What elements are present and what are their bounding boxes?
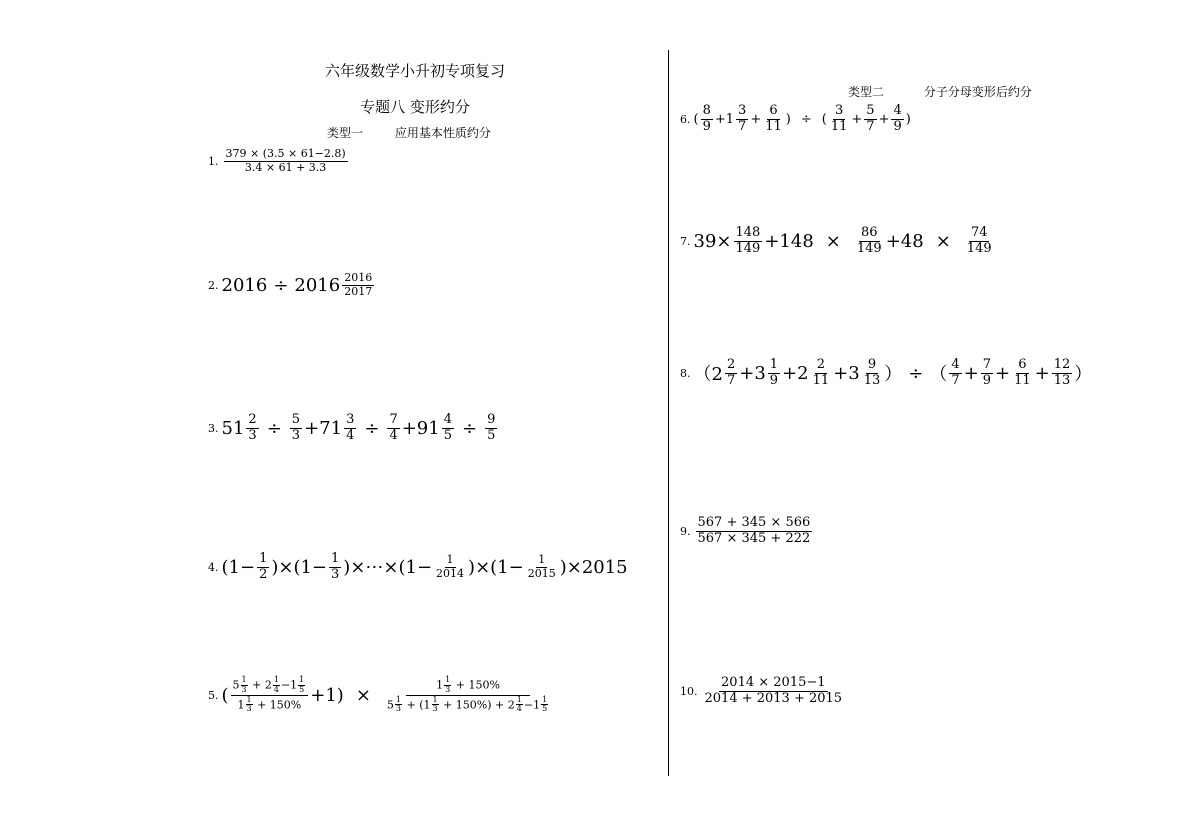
problem-8: 8. （2 $\frac{2}{7}$ +3 $\frac{1}{9}$ +2 $\frac{2}{11}$ +3 $\frac{9}{13}$ ） ÷ （ $\frac{4}{7}$ + $\frac{7}{9}$ + $\frac{6}{11}$ + $\frac{12}{13}$ ） bbox=[680, 357, 1093, 388]
type-1-desc: 应用基本性质约分 bbox=[394, 126, 491, 140]
section-type-2 bbox=[848, 83, 1032, 100]
problem-7: 7. 39× $\frac{148}{149}$ +148 × $\frac{86}{149}$ +48 × $\frac{74}{149}$ bbox=[680, 225, 992, 256]
problem-9: 9. $\frac{567 + 345 \times 566}{567 \times 345 + 222}$ bbox=[680, 515, 811, 546]
problem-5: 5. ( 5 $\frac{1}{3}$ + 2 $\frac{1}{4}$ −1 $\frac{1}{5}$ 1 $\frac{1}{3}$ + 150% +1) × 1 $\frac{1}{3}$ + 150% 5 $\frac{1}{3}$ + (1 $\frac{1}{3}$ + 150%) + 2 $\frac{1}{4}$ −1 $\frac{1}{5}$ bbox=[208, 675, 548, 714]
type-2-desc: 分子分母变形后约分 bbox=[923, 85, 1032, 99]
problem-1-fraction: $\frac{379 \times (3.5 \times 61-2.8)}{3.4 \times 61 + 3.3}$ bbox=[225, 147, 346, 174]
problem-2: 2. 2016 ÷ 2016 $\frac{2016}{2017}$ bbox=[208, 271, 373, 298]
problem-6: 6. ( $\frac{8}{9}$ +1 $\frac{3}{7}$ + $\frac{6}{11}$ ) ÷ ( $\frac{3}{11}$ + $\frac{5}{7}$ + $\frac{4}{9}$ ) bbox=[680, 103, 911, 134]
page-subtitle: 专题八 变形约分 bbox=[360, 98, 470, 116]
type-1-label: 类型一 bbox=[327, 126, 364, 140]
problem-10: 10. $\frac{2014 \times 2015-1}{2014 + 2013 + 2015}$ bbox=[680, 675, 843, 706]
problem-4: 4. (1− $\frac{1}{2}$ )×(1− $\frac{1}{3}$ )×⋯×(1− $\frac{1}{2014}$ )×(1− $\frac{1}{2015}$ )×2015 bbox=[208, 551, 628, 582]
column-divider bbox=[668, 50, 669, 776]
type-2-label: 类型二 bbox=[848, 85, 885, 99]
problem-3: 3. 51 $\frac{2}{3}$ ÷ $\frac{5}{3}$ +71 $\frac{3}{4}$ ÷ $\frac{7}{4}$ +91 $\frac{4}{5}$ ÷ $\frac{9}{5}$ bbox=[208, 412, 496, 443]
section-type-1 bbox=[327, 124, 491, 141]
page-title: 六年级数学小升初专项复习 bbox=[324, 62, 505, 80]
problem-9-fraction: $\frac{567 + 345 \times 566}{567 \times 345 + 222}$ bbox=[697, 515, 811, 546]
problem-10-fraction: $\frac{2014 \times 2015-1}{2014 + 2013 + 2015}$ bbox=[704, 675, 843, 706]
problem-1: 1. $\frac{379 \times (3.5 \times 61-2.8)}{3.4 \times 61 + 3.3}$ bbox=[208, 147, 346, 174]
